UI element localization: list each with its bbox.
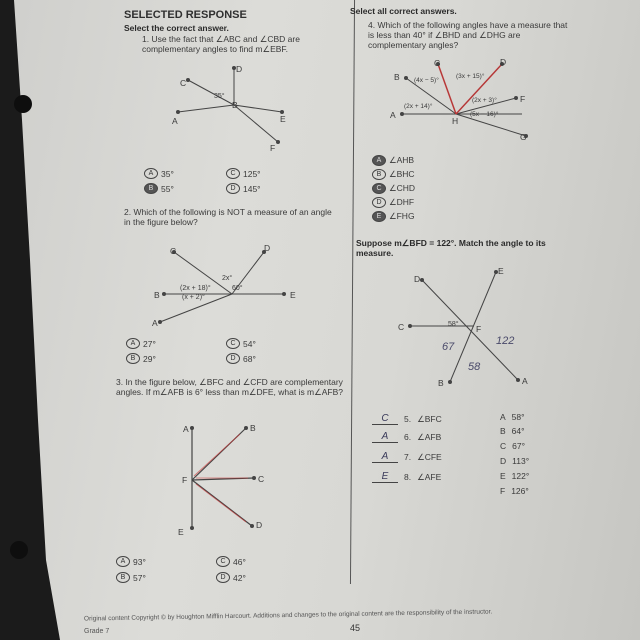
choice-bubble: B (126, 353, 140, 364)
match-row[interactable] (372, 414, 442, 425)
question-3-text: 3. In the figure below, ∠BFC and ∠CFD are complementary angles. If m∠AFB is 6° less than m∠DFE, what is m∠AFB? (116, 377, 344, 397)
choice-bubble: A (372, 155, 386, 166)
match-label-a: A (522, 376, 528, 386)
q4-label-f: F (520, 94, 526, 104)
section-instructions: Select the correct answer. (124, 23, 229, 33)
match-option-b (500, 426, 525, 436)
q4-angle-2x-plus-3: (2x + 3)° (472, 97, 497, 104)
q2-choice-a[interactable] (126, 338, 156, 349)
q4-choice-b[interactable] (372, 169, 415, 180)
choice-text: ∠CHD (389, 183, 416, 193)
choice-text: ∠AHB (389, 155, 415, 165)
q1-angle-label: 35° (214, 93, 225, 100)
q4-label-c: C (434, 58, 441, 68)
matching-question-text: Suppose m∠BFD = 122°. Match the angle to its measure. (356, 238, 546, 258)
item-number: 8. (404, 472, 412, 482)
option-letter: C (500, 441, 507, 451)
section-header: SELECTED RESPONSE (124, 9, 247, 21)
answer-blank[interactable]: A (372, 452, 398, 463)
q1-label-e: E (280, 114, 286, 124)
choice-text: 93° (133, 556, 146, 567)
q4-label-b: B (394, 72, 400, 82)
question-2-figure (152, 248, 302, 328)
answer-blank[interactable]: A (372, 432, 398, 443)
choice-bubble: C (226, 338, 240, 349)
match-option-f (500, 486, 529, 496)
match-row[interactable] (372, 452, 442, 463)
choice-bubble: B (144, 183, 158, 194)
q4-choice-a[interactable] (372, 155, 414, 166)
answer-blank[interactable]: E (372, 472, 398, 483)
q3-label-c: C (258, 474, 265, 484)
choice-bubble: A (144, 168, 158, 179)
q1-choice-d[interactable] (226, 183, 261, 194)
q4-angle-2x-plus-14: (2x + 14)° (404, 103, 433, 110)
q2-label-d: D (264, 243, 271, 253)
option-text: 58° (511, 412, 525, 422)
q4-angle-3x-plus-15: (3x + 15)° (456, 73, 485, 80)
q2-label-e: E (290, 290, 296, 300)
choice-bubble: C (216, 556, 230, 567)
option-letter: F (500, 486, 506, 496)
q1-label-b: B (232, 100, 238, 110)
q1-label-d: D (236, 64, 243, 74)
item-number: 5. (404, 414, 412, 424)
handwritten-122: 122 (496, 335, 515, 347)
option-letter: D (500, 456, 507, 466)
q4-label-a: A (390, 110, 396, 120)
q2-label-b: B (154, 290, 160, 300)
option-text: 122° (511, 471, 530, 481)
q2-angle-60: 60° (232, 285, 243, 292)
item-angle: ∠CFE (417, 452, 442, 462)
option-text: 67° (512, 441, 525, 451)
q1-label-c: C (180, 78, 187, 88)
item-angle: ∠BFC (417, 414, 442, 424)
choice-text: 29° (143, 353, 156, 364)
page-number: 45 (350, 623, 361, 633)
right-section-header: Select all correct answers. (350, 6, 457, 16)
choice-bubble: B (372, 169, 386, 180)
match-label-b: B (438, 378, 444, 388)
choice-text: 68° (243, 353, 256, 364)
choice-text: 35° (161, 168, 174, 179)
choice-bubble: D (372, 197, 386, 208)
copyright-footer: Original content Copyright © by Houghton Mifflin Harcourt. Additions and changes to the original content are the responsibility of the instructor. (83, 608, 493, 623)
q4-choice-c[interactable] (372, 183, 415, 194)
q3-choice-d[interactable] (216, 572, 246, 583)
q4-label-h: H (452, 116, 459, 126)
match-label-f: F (476, 324, 482, 334)
option-letter: E (500, 471, 506, 481)
item-angle: ∠AFB (417, 432, 442, 442)
q2-angle-2x: 2x° (222, 275, 233, 282)
q4-angle-5x-minus-16: (5x − 16)° (470, 111, 499, 118)
q2-angle-x-plus-2: (x + 2)° (182, 294, 205, 301)
choice-bubble: C (226, 168, 240, 179)
choice-bubble: A (116, 556, 130, 567)
q2-choice-b[interactable] (126, 353, 156, 364)
option-letter: B (500, 426, 506, 436)
choice-text: 145° (243, 183, 261, 194)
choice-text: 27° (143, 338, 156, 349)
match-label-e: E (498, 266, 504, 276)
q4-choice-e[interactable] (372, 211, 415, 222)
option-text: 113° (512, 456, 530, 466)
match-label-d: D (414, 274, 421, 284)
binder-hole (10, 541, 28, 559)
match-row[interactable] (372, 432, 441, 443)
match-row[interactable] (372, 472, 441, 483)
option-letter: A (500, 412, 506, 422)
choice-bubble: D (226, 353, 240, 364)
choice-text: 125° (243, 168, 261, 179)
option-text: 64° (511, 426, 525, 436)
q2-label-a: A (152, 318, 158, 328)
question-4-text: 4. Which of the following angles have a measure that is less than 40° if ∠BHD and ∠DHG are complementary angles? (368, 20, 568, 50)
choice-text: ∠BHC (389, 169, 415, 179)
choice-bubble: B (116, 572, 130, 583)
binder-hole (14, 95, 32, 113)
q3-choice-c[interactable] (216, 556, 246, 567)
q4-angle-4x-minus-5: (4x − 5)° (414, 77, 439, 84)
item-number: 6. (404, 432, 412, 442)
choice-text: 42° (233, 572, 246, 583)
q2-angle-2x-plus-18: (2x + 18)° (180, 285, 211, 292)
match-option-e (500, 471, 529, 481)
match-option-a (500, 412, 525, 422)
choice-bubble: A (126, 338, 140, 349)
handwritten-58: 58 (468, 361, 481, 373)
q3-choice-b[interactable] (116, 572, 146, 583)
match-option-d (500, 456, 529, 466)
q2-choice-c[interactable] (226, 338, 256, 349)
q4-label-g: G (520, 132, 527, 142)
choice-text: 46° (233, 556, 246, 567)
question-3-figure (180, 422, 280, 538)
q1-choice-c[interactable] (226, 168, 261, 179)
question-1-text: 1. Use the fact that ∠ABC and ∠CBD are complementary angles to find m∠EBF. (142, 34, 300, 54)
question-2-text: 2. Which of the following is NOT a measure of an angle in the figure below? (124, 207, 332, 227)
choice-text: 54° (243, 338, 256, 349)
handwritten-67: 67 (442, 341, 455, 353)
grade-label: Grade 7 (84, 628, 110, 635)
choice-bubble: C (372, 183, 386, 194)
choice-bubble: D (216, 572, 230, 583)
q3-choice-a[interactable] (116, 556, 146, 567)
q3-label-a: A (183, 424, 189, 434)
q3-label-b: B (250, 423, 256, 433)
choice-text: 57° (133, 572, 146, 583)
q3-label-d: D (256, 520, 263, 530)
choice-text: 55° (161, 183, 174, 194)
q1-label-f: F (270, 143, 276, 153)
q2-choice-d[interactable] (226, 353, 256, 364)
q3-label-e: E (178, 527, 184, 537)
q2-label-c: C (170, 246, 177, 256)
q1-choice-b[interactable] (144, 183, 174, 194)
choice-bubble: D (226, 183, 240, 194)
item-angle: ∠AFE (417, 472, 442, 482)
match-label-c: C (398, 322, 405, 332)
item-number: 7. (404, 452, 412, 462)
q4-choice-d[interactable] (372, 197, 414, 208)
q3-label-f: F (182, 475, 188, 485)
option-text: 126° (511, 486, 529, 496)
choice-text: ∠FHG (389, 211, 415, 221)
choice-text: ∠DHF (389, 197, 415, 207)
q4-label-d: D (500, 57, 507, 67)
q1-choice-a[interactable] (144, 168, 174, 179)
choice-bubble: E (372, 211, 386, 222)
match-angle-58: 58° (448, 321, 459, 328)
q1-label-a: A (172, 116, 178, 126)
question-1-figure (170, 60, 310, 160)
answer-blank[interactable]: C (372, 414, 398, 425)
match-option-c (500, 441, 525, 451)
